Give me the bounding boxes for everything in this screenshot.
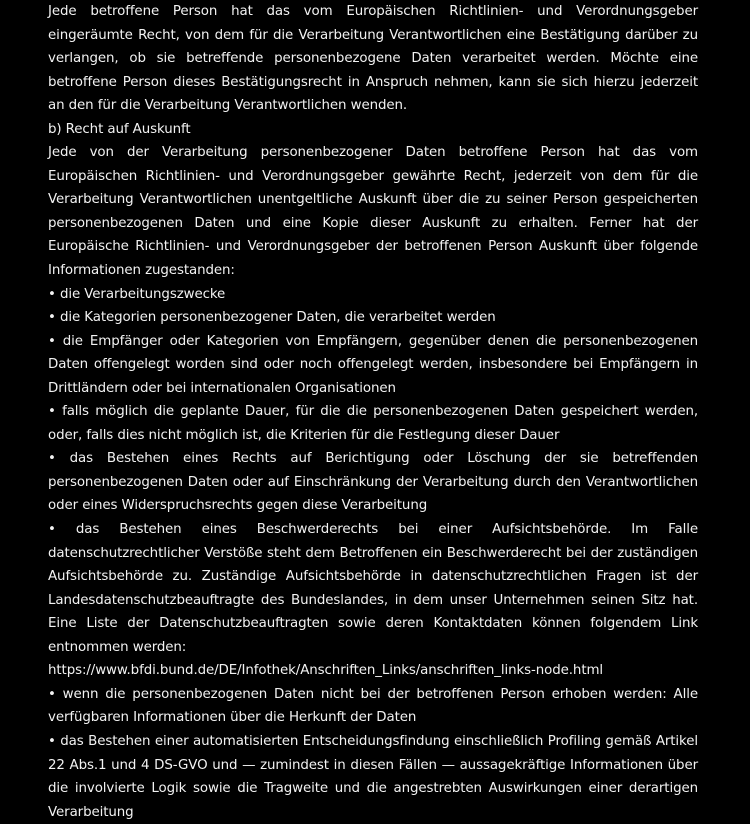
- list-item-data-origin: • wenn die personenbezogenen Daten nicht bei der betroffenen Person erhoben werden: Alle verfügbaren Informationen über die Herkunft der Daten: [48, 686, 698, 726]
- authority-link-line: [48, 659, 698, 683]
- list-item-recipients: • die Empfänger oder Kategorien von Empfängern, gegenüber denen die personenbezogenen Daten offengelegt worden sind oder noch offengelegt werden, insbesondere bei Empfängern in Drittländern oder bei internationalen Organisationen: [48, 333, 698, 396]
- list-item-categories: • die Kategorien personenbezogener Daten, die verarbeitet werden: [48, 310, 496, 326]
- section-paragraph: Jede von der Verarbeitung personenbezogener Daten betroffene Person hat das vom Europäischen Richtlinien- und Verordnungsgeber gewährte Recht, jederzeit von dem für die Verarbeitung Verantwortlichen unentgeltliche Auskunft über die zu seiner Person gespeicherten personenbezogenen Daten und eine Kopie dieser Auskunft zu erhalten. Ferner hat der Europäische Richtlinien- und Verordnungsgeber der betroffenen Person Auskunft über folgende Informationen zugestanden:: [48, 145, 698, 279]
- intro-paragraph: Jede betroffene Person hat das vom Europäischen Richtlinien- und Verordnungsgeber eingeräumte Recht, von dem für die Verarbeitung Verantwortlichen eine Bestätigung darüber zu verlangen, ob sie betreffende personenbezogene Daten verarbeitet werden. Möchte eine betroffene Person dieses Bestätigungsrecht in Anspruch nehmen, kann sie sich hierzu jederzeit an den für die Verarbeitung Verantwortlichen wenden.: [48, 4, 698, 114]
- document-body: [48, 0, 698, 824]
- list-item-purposes: • die Verarbeitungszwecke: [48, 286, 226, 302]
- list-item-complaint-right: • das Bestehen eines Beschwerderechts bei einer Aufsichtsbehörde. Im Falle datenschutzrechtlicher Verstöße steht dem Betroffenen ein Beschwerderecht bei der zuständigen Aufsichtsbehörde zu. Zuständige Aufsichtsbehörde in datenschutzrechtlichen Fragen ist der Landesdatenschutzbeauftragte des Bundeslandes, in dem unser Unternehmen seinen Sitz hat. Eine Liste der Datenschutzbeauftragten sowie deren Kontaktdaten können folgendem Link entnommen werden:: [48, 522, 698, 655]
- section-heading: b) Recht auf Auskunft: [48, 121, 191, 137]
- list-item-rectification-rights: • das Bestehen eines Rechts auf Berichtigung oder Löschung der sie betreffenden personenbezogenen Daten oder auf Einschränkung der Verarbeitung durch den Verantwortlichen oder eines Widerspruchsrechts gegen diese Verarbeitung: [48, 451, 698, 514]
- list-item-storage-duration: • falls möglich die geplante Dauer, für die die personenbezogenen Daten gespeichert werden, oder, falls dies nicht möglich ist, die Kriterien für die Festlegung dieser Dauer: [48, 404, 698, 443]
- authority-list-link[interactable]: https://www.bfdi.bund.de/DE/Infothek/Anschriften_Links/anschriften_links-node.html: [48, 663, 604, 679]
- list-item-automated-decision: • das Bestehen einer automatisierten Entscheidungsfindung einschließlich Profiling gemäß Artikel 22 Abs.1 und 4 DS-GVO und — zumindest in diesen Fällen — aussagekräftige Informationen über die involvierte Logik sowie die Tragweite und die angestrebten Auswirkungen einer derartigen Verarbeitung: [48, 733, 698, 820]
